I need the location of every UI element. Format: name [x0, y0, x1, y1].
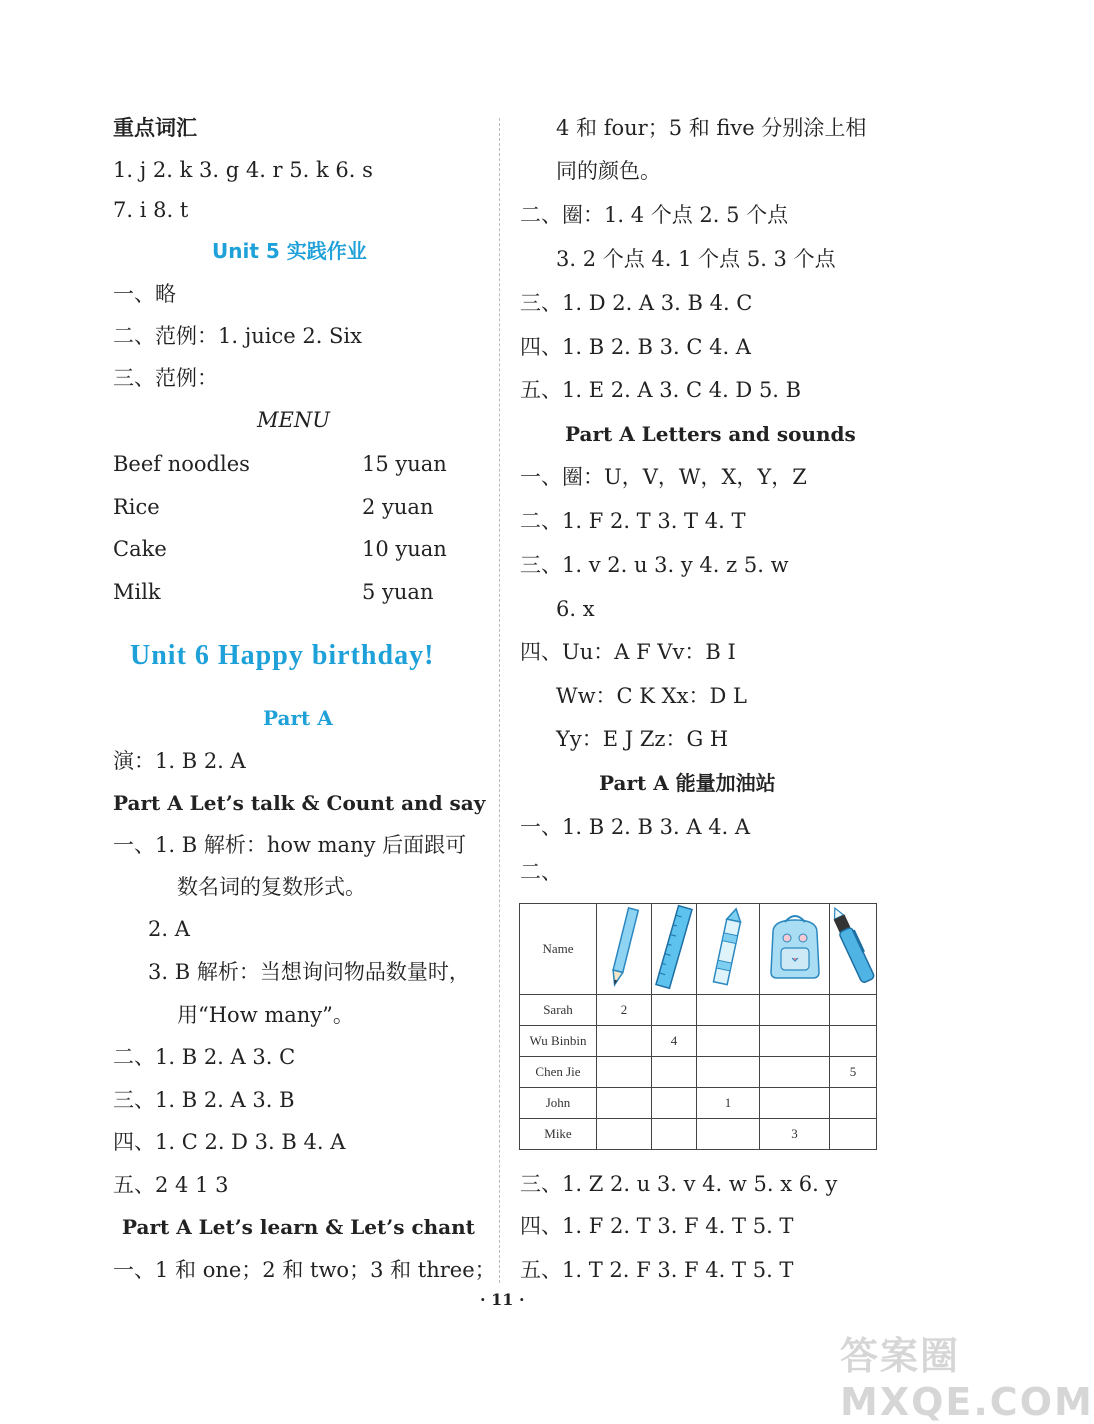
vocab-answers-row2: 7. i 8. t: [113, 198, 189, 222]
unit5-title: Unit 5 实践作业: [212, 239, 367, 263]
table-cell: 1: [697, 1088, 760, 1119]
part-a-heading: Part A: [263, 706, 333, 730]
table-cell: [597, 1057, 652, 1088]
talk-q1-2: 2. A: [148, 917, 190, 941]
talk-q2: 二、1. B 2. A 3. C: [113, 1045, 296, 1069]
table-cell: [652, 1057, 697, 1088]
pen-icon: [830, 904, 877, 995]
column-divider: [499, 118, 500, 1283]
table-cell: 2: [597, 995, 652, 1026]
table-cell: [760, 1026, 830, 1057]
watermark-text: 答案圈 MXQE.COM: [840, 1334, 1094, 1424]
energy-q2: 二、: [520, 860, 562, 884]
table-cell: [697, 1057, 760, 1088]
table-cell: [697, 995, 760, 1026]
table-row-name: Wu Binbin: [520, 1026, 597, 1057]
u5-answer-2: 二、范例：1. juice 2. Six: [113, 324, 362, 348]
table-row: [520, 995, 877, 1026]
energy-q4: 四、1. F 2. T 3. F 4. T 5. T: [520, 1214, 794, 1238]
table-row: [520, 1026, 877, 1057]
table-cell: [697, 1026, 760, 1057]
talk-heading: Part A Let’s talk & Count and say: [113, 791, 486, 815]
table-cell: [830, 1088, 877, 1119]
table-cell: [597, 1119, 652, 1150]
table-cell: [760, 995, 830, 1026]
table-header-name: Name: [520, 904, 597, 995]
menu-item-name: Beef noodles: [113, 452, 250, 476]
vocab-answers-row1: 1. j 2. k 3. g 4. r 5. k 6. s: [113, 158, 373, 182]
letters-q2: 二、1. F 2. T 3. T 4. T: [520, 509, 746, 533]
menu-title: MENU: [257, 408, 330, 432]
table-row-name: Sarah: [520, 995, 597, 1026]
table-cell: 3: [760, 1119, 830, 1150]
learn-q3: 三、1. D 2. A 3. B 4. C: [520, 291, 753, 315]
table-row: [520, 1057, 877, 1088]
table-cell: 5: [830, 1057, 877, 1088]
learn-q4: 四、1. B 2. B 3. C 4. A: [520, 335, 751, 359]
learn-heading: Part A Let’s learn & Let’s chant: [122, 1215, 475, 1239]
letters-q4: 四、Uu：A F Vv：B I: [520, 640, 736, 664]
letters-q3-cont: 6. x: [556, 597, 595, 621]
stationery-count-table: [519, 903, 877, 1150]
menu-item-name: Cake: [113, 537, 167, 561]
table-cell: [597, 1088, 652, 1119]
table-cell: [652, 1088, 697, 1119]
table-cell: [652, 995, 697, 1026]
table-row-name: Mike: [520, 1119, 597, 1150]
table-cell: [830, 1026, 877, 1057]
menu-item-price: 15 yuan: [362, 452, 447, 476]
learn-q1: 一、1 和 one；2 和 two；3 和 three；: [113, 1258, 496, 1282]
learn-q1-cont2: 同的颜色。: [556, 159, 661, 183]
unit6-title: Unit 6 Happy birthday!: [130, 640, 435, 671]
energy-q5: 五、1. T 2. F 3. F 4. T 5. T: [520, 1258, 794, 1282]
table-cell: [652, 1119, 697, 1150]
yan-answers: 演：1. B 2. A: [113, 749, 246, 773]
energy-q3: 三、1. Z 2. u 3. v 4. w 5. x 6. y: [520, 1172, 838, 1196]
table-row-name: Chen Jie: [520, 1057, 597, 1088]
table-cell: [597, 1026, 652, 1057]
learn-q2: 二、圈：1. 4 个点 2. 5 个点: [520, 203, 789, 227]
learn-q1-cont1: 4 和 four；5 和 five 分别涂上相: [556, 116, 867, 140]
menu-item-price: 10 yuan: [362, 537, 447, 561]
talk-q1-3: 3. B 解析：当想询问物品数量时，: [148, 960, 470, 984]
table-row: [520, 1088, 877, 1119]
watermark-logo: [840, 1325, 1094, 1424]
learn-q2-cont: 3. 2 个点 4. 1 个点 5. 3 个点: [556, 247, 836, 271]
learn-q5: 五、1. E 2. A 3. C 4. D 5. B: [520, 378, 802, 402]
table-cell: [697, 1119, 760, 1150]
talk-q1-3-cont: 用“How many”。: [177, 1003, 354, 1027]
talk-q4: 四、1. C 2. D 3. B 4. A: [113, 1130, 346, 1154]
crayon-icon: [697, 904, 760, 995]
pencil-icon: [597, 904, 652, 995]
u5-answer-1: 一、略: [113, 282, 176, 306]
table-row-name: John: [520, 1088, 597, 1119]
energy-heading: Part A 能量加油站: [599, 771, 776, 795]
letters-q3: 三、1. v 2. u 3. y 4. z 5. w: [520, 553, 789, 577]
menu-item-name: Milk: [113, 580, 161, 604]
menu-item-price: 2 yuan: [362, 495, 434, 519]
table-cell: [760, 1088, 830, 1119]
table-row: [520, 1119, 877, 1150]
letters-q4-cont1: Ww：C K Xx：D L: [556, 684, 747, 708]
vocab-heading: 重点词汇: [113, 116, 197, 140]
table-cell: [830, 995, 877, 1026]
u5-answer-3: 三、范例：: [113, 366, 218, 390]
talk-q1-1-cont: 数名词的复数形式。: [177, 875, 366, 899]
table-cell: [830, 1119, 877, 1150]
letters-q1: 一、圈：U，V，W，X，Y，Z: [520, 465, 807, 489]
ruler-icon: [652, 904, 697, 995]
talk-q1-1: 一、1. B 解析：how many 后面跟可: [113, 833, 467, 857]
menu-item-name: Rice: [113, 495, 160, 519]
letters-heading: Part A Letters and sounds: [565, 422, 856, 446]
page-number: · 11 ·: [480, 1290, 525, 1309]
bag-icon: [760, 904, 830, 995]
letters-q4-cont2: Yy：E J Zz：G H: [556, 727, 729, 751]
talk-q5: 五、2 4 1 3: [113, 1173, 229, 1197]
energy-q1: 一、1. B 2. B 3. A 4. A: [520, 815, 751, 839]
table-cell: 4: [652, 1026, 697, 1057]
table-cell: [760, 1057, 830, 1088]
menu-item-price: 5 yuan: [362, 580, 434, 604]
talk-q3: 三、1. B 2. A 3. B: [113, 1088, 295, 1112]
